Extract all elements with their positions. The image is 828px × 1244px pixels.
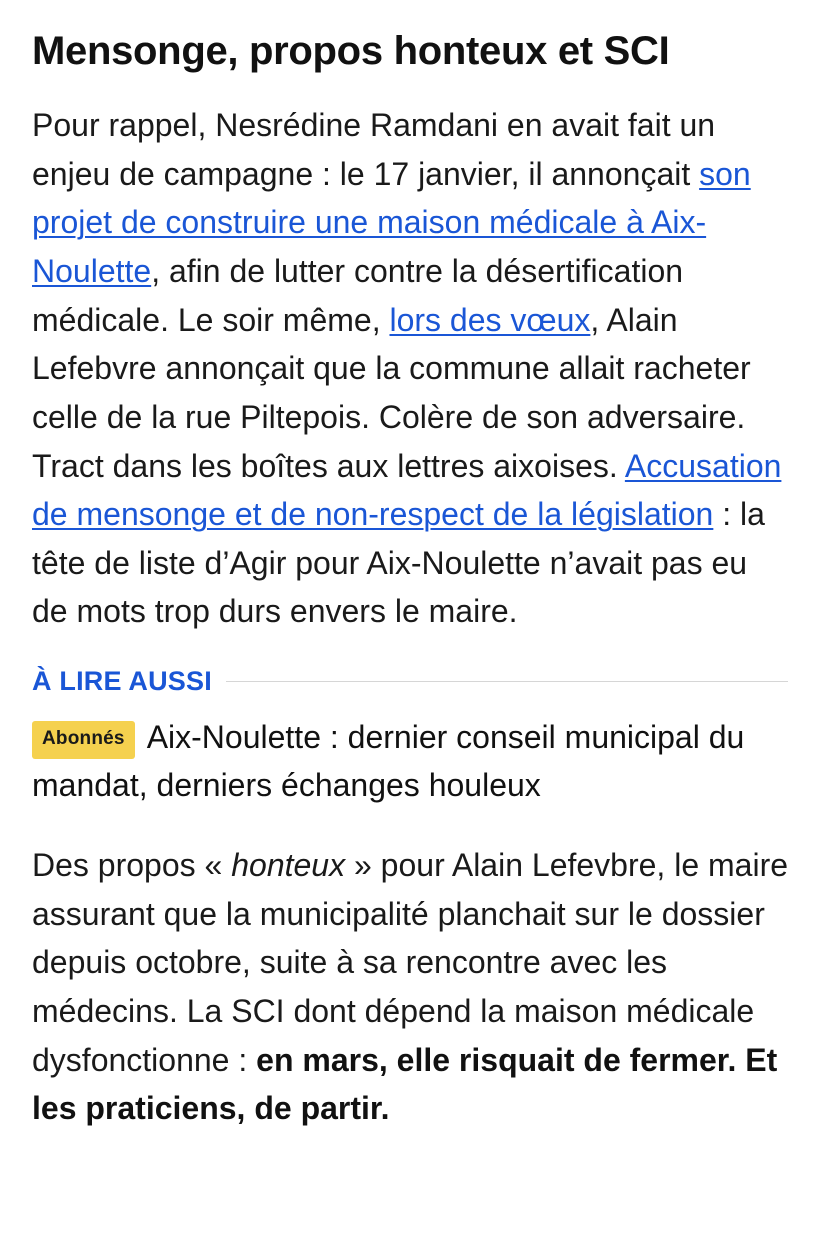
paragraph-2-bold-text: en mars, elle risquait de fermer. Et les praticiens, de partir. xyxy=(32,1041,778,1127)
read-also-label: À LIRE AUSSI xyxy=(32,666,212,697)
read-also-link-text: Aix-Noulette : dernier conseil municipal du mandat, derniers échanges houleux xyxy=(32,719,745,804)
read-also-block xyxy=(32,666,788,809)
spacer xyxy=(32,831,788,841)
paragraph-1-text-part-2: , afin de lutter contre la désertification médicale. Le soir même, xyxy=(32,253,684,338)
article-paragraph-1 xyxy=(32,101,788,636)
link-accusation-mensonge[interactable]: Accusation de mensonge et de non-respect de la législation xyxy=(32,447,782,533)
paragraph-1-text-part-1: Pour rappel, Nesrédine Ramdani en avait fait un enjeu de campagne : le 17 janvier, il annonçait xyxy=(32,107,716,192)
link-maison-medicale-aix-noulette[interactable]: son projet de construire une maison médicale à Aix-Noulette xyxy=(32,155,751,290)
article-paragraph-2 xyxy=(32,841,788,1133)
paragraph-2-emphasis: honteux xyxy=(231,847,346,884)
read-also-divider xyxy=(226,681,788,682)
paragraph-2-text-part-1: Des propos « xyxy=(32,847,232,884)
paragraph-1-text-part-4: : la tête de liste d’Agir pour Aix-Noulette n’avait pas eu de mots trop durs envers le maire. xyxy=(32,496,765,630)
page-title: Mensonge, propos honteux et SCI xyxy=(32,29,670,73)
paragraph-1-text-part-3: , Alain Lefebvre annonçait que la commune allait racheter celle de la rue Piltepois. Colère de son adversaire. Tract dans les boîtes aux lettres aixoises. xyxy=(32,301,751,484)
read-also-header xyxy=(32,666,788,697)
status-badge: Abonnés xyxy=(32,721,135,759)
read-also-article-link[interactable] xyxy=(32,713,788,809)
paragraph-2-text-part-2: » pour Alain Lefevbre, le maire assurant que la municipalité planchait sur le dossier depuis octobre, suite à sa rencontre avec les médecins. La SCI dont dépend la maison médicale dysfonctionne : xyxy=(32,847,789,1078)
link-lors-des-voeux[interactable]: lors des vœux xyxy=(389,301,591,338)
